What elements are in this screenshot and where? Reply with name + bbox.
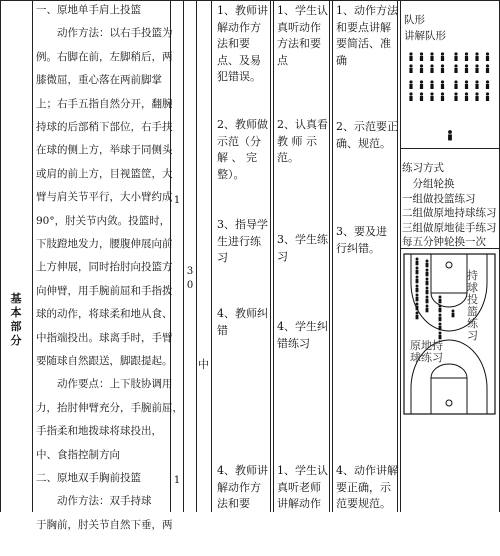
student-line: 方法和要 xyxy=(277,37,321,50)
req-line: 行纠错。 xyxy=(336,241,380,255)
practice-line: 一组做投篮练习 xyxy=(402,192,476,205)
teacher-line: 错 xyxy=(217,323,228,337)
req-line: 要简活、准 xyxy=(336,37,391,50)
practice-title: 练习方式 xyxy=(402,162,444,174)
req-line: 2、示范要正 xyxy=(336,120,398,133)
content-line: 持球的后部稍下部位，右手扶 xyxy=(36,121,173,133)
court-label-shoot: 持球投篮练习 xyxy=(467,269,478,342)
student-line: 真听老师 xyxy=(277,480,321,494)
time-cell: 1 xyxy=(173,195,181,206)
content-line: 二、原地双手胸前投篮 xyxy=(36,472,141,484)
minutes-cell: 3 0 xyxy=(186,266,194,291)
content-line: 中指端投出。球离手时，手臂 xyxy=(36,331,173,344)
student-line: 讲解动作 xyxy=(277,497,321,510)
content-line: 例。右脚在前，左脚稍后，两 xyxy=(36,50,173,63)
content-line: 90°，肘关节内敛。投篮时， xyxy=(36,214,171,227)
teacher-line: 解动作方 xyxy=(217,480,261,494)
grid-line xyxy=(196,0,197,512)
req-line: 确、规范。 xyxy=(336,136,391,150)
student-line: 教 师 示 xyxy=(277,134,317,148)
student-line: 1、学生认 xyxy=(277,464,328,477)
grid-line xyxy=(183,0,184,512)
req-line: 要正确，示 xyxy=(336,480,391,494)
teacher-line: 2、教师做 xyxy=(217,118,268,131)
student-line: 4、学生纠 xyxy=(277,320,328,333)
teacher-line: 1、教师讲 xyxy=(217,4,268,17)
student-line: 点 xyxy=(277,53,288,67)
teacher-line: 示范（分 xyxy=(217,134,261,148)
teacher-line: 点、及易 xyxy=(217,53,261,67)
content-line: 一、原地单手肩上投篮 xyxy=(36,4,141,16)
court-label-stand: 原地持球练习 xyxy=(410,339,443,364)
court-diagram xyxy=(403,253,496,415)
content-line: 力，抬肘伸臂充分，手腕前屈， xyxy=(36,401,183,414)
content-line: 在球的侧上方，举球于同侧头 xyxy=(36,144,173,157)
teacher-line: 解动作方 xyxy=(217,20,261,34)
content-line: 臂与肩关节平行，大小臂约成 xyxy=(36,191,173,204)
req-line: 范要规范。 xyxy=(336,497,391,510)
student-line: 真听动作 xyxy=(277,20,321,34)
grid-line xyxy=(32,0,33,512)
formation-subtitle: 讲解队形 xyxy=(404,30,446,42)
content-line: 动作要点：上下肢协调用 xyxy=(36,378,173,391)
grid-line xyxy=(270,0,271,512)
req-line: 4、动作讲解 xyxy=(336,464,398,477)
grid-line xyxy=(329,0,330,512)
content-line: 球的动作，将球柔和地从食、 xyxy=(36,308,173,321)
grid-line xyxy=(400,0,401,512)
practice-line: 每五分钟轮换一次 xyxy=(402,236,486,248)
practice-line: 二组做原地持球练习 xyxy=(402,207,497,219)
req-line: 1、动作方法 xyxy=(336,4,398,17)
student-line: 2、认真看 xyxy=(277,118,328,131)
grid-line xyxy=(0,0,500,1)
grid-line xyxy=(211,0,212,512)
student-line: 错练习 xyxy=(277,336,310,350)
grid-line xyxy=(397,0,398,512)
content-line: 于胸前，肘关节自然下垂，两 xyxy=(36,518,173,531)
section-label: 基本部分 xyxy=(10,292,22,347)
content-line: 动作方法：双手持球 xyxy=(36,495,152,508)
content-line: 要随球自然跟送，脚跟提起。 xyxy=(36,355,173,367)
teacher-line: 4、教师讲 xyxy=(217,464,268,477)
student-line: 3、学生练 xyxy=(277,233,328,246)
teacher-line: 犯错误。 xyxy=(217,70,261,83)
grid-line xyxy=(170,0,171,512)
intensity-cell: 中 xyxy=(198,358,209,371)
teacher-line: 3、指导学 xyxy=(217,218,268,231)
teacher-line: 法和要 xyxy=(217,37,250,50)
teacher-line: 解 、 完 xyxy=(217,151,257,164)
student-line: 1、学生认 xyxy=(277,4,328,17)
grid-line xyxy=(0,0,1,512)
content-line: 上方伸展，同时抬肘向投篮方 xyxy=(36,261,173,274)
teacher-line: 生进行练 xyxy=(217,234,261,248)
practice-line: 三组做原地徒手练习 xyxy=(402,221,497,234)
req-line: 确 xyxy=(336,53,347,67)
grid-line xyxy=(273,0,274,512)
formation-title: 队形 xyxy=(404,14,425,26)
practice-line: 分组轮换 xyxy=(402,178,455,190)
teacher-line: 习 xyxy=(217,251,228,264)
student-line: 习 xyxy=(277,249,288,263)
grid-line xyxy=(400,148,500,149)
content-line xyxy=(36,542,152,556)
content-line: 上；右手五指自然分开，翻腕 xyxy=(36,97,173,110)
req-line: 3、要及进 xyxy=(336,225,387,238)
content-line: 中、食指控制方向 xyxy=(36,448,120,461)
content-line: 手指柔和地拨球将球投出， xyxy=(36,425,162,438)
teacher-line: 整）。 xyxy=(217,167,245,181)
req-line: 和要点讲解 xyxy=(336,20,391,34)
teacher-line: 4、教师纠 xyxy=(217,307,268,320)
student-line: 范。 xyxy=(277,151,299,164)
content-line: 或肩的前上方，目视篮筐，大 xyxy=(36,167,173,180)
content-line: 下肢蹬地发力，腰腹伸展向前 xyxy=(36,238,173,250)
content-line: 膝微屈，重心落在两前脚掌 xyxy=(36,74,162,87)
content-line: 动作方法：以右手投篮为 xyxy=(36,27,173,40)
teacher-line: 法和要 xyxy=(217,497,250,510)
time-cell: 1 xyxy=(173,475,181,486)
grid-line xyxy=(332,0,333,512)
content-line: 向伸臂，用手腕前屈和手指拨 xyxy=(36,284,173,297)
formation-diagram xyxy=(405,50,495,142)
